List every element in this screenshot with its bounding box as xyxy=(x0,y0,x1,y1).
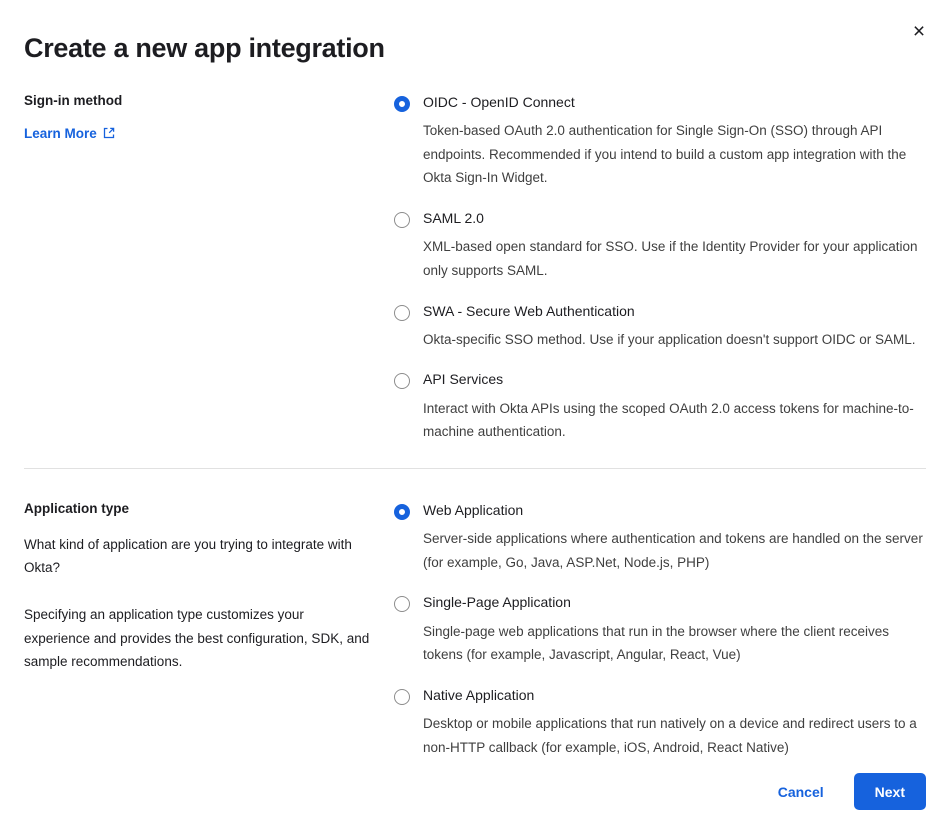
option-description: XML-based open standard for SSO. Use if the Identity Provider for your application only supports SAML. xyxy=(423,239,918,278)
option-api-services[interactable] xyxy=(394,370,926,443)
option-title: SWA - Secure Web Authentication xyxy=(423,302,635,319)
sign-in-method-options xyxy=(394,92,926,444)
option-native-application-body xyxy=(423,686,926,759)
sign-in-method-label: Sign-in method xyxy=(24,93,123,108)
radio-saml[interactable] xyxy=(394,212,410,228)
option-description: Okta-specific SSO method. Use if your application doesn't support OIDC or SAML. xyxy=(423,331,916,347)
option-title: SAML 2.0 xyxy=(423,210,484,227)
option-description: Desktop or mobile applications that run natively on a device and redirect users to a non-HTTP callback (for example, iOS, Android, React Native) xyxy=(423,716,917,755)
next-button[interactable]: Next xyxy=(854,773,926,810)
option-description: Token-based OAuth 2.0 authentication for Single Sign-On (SSO) through API endpoints. Recommended if you intend to build a custom app integration with the Okta Sign-In Widget. xyxy=(423,123,907,186)
radio-swa[interactable] xyxy=(394,305,410,321)
external-link-icon xyxy=(103,127,115,139)
option-title: API Services xyxy=(423,371,504,388)
radio-oidc[interactable] xyxy=(394,96,410,112)
application-type-help-2: Specifying an application type customizes your experience and provides the best configuration, SDK, and sample recommendations. xyxy=(24,607,370,669)
option-api-services-body xyxy=(423,370,926,443)
option-description: Server-side applications where authentication and tokens are handled on the server (for example, Go, Java, ASP.Net, Node.js, PHP) xyxy=(423,531,923,570)
option-title: Native Application xyxy=(423,686,535,703)
page-title: Create a new app integration xyxy=(24,33,385,63)
application-type-help-1: What kind of application are you trying to integrate with Okta? xyxy=(24,536,352,576)
option-description: Interact with Okta APIs using the scoped OAuth 2.0 access tokens for machine-to-machine authentication. xyxy=(423,400,914,440)
radio-web-application[interactable] xyxy=(394,504,410,520)
radio-single-page-application[interactable] xyxy=(394,596,410,612)
option-native-application[interactable] xyxy=(394,686,926,759)
option-title: Single-Page Application xyxy=(423,594,571,611)
option-swa[interactable] xyxy=(394,302,926,352)
option-swa-body xyxy=(423,302,926,352)
option-single-page-application-body xyxy=(423,593,926,666)
option-saml-body xyxy=(423,209,926,282)
application-type-section xyxy=(24,500,926,759)
option-saml[interactable] xyxy=(394,209,926,282)
sign-in-method-left xyxy=(24,92,394,444)
application-type-label: Application type xyxy=(24,501,130,516)
option-title: OIDC - OpenID Connect xyxy=(423,94,575,110)
option-oidc[interactable] xyxy=(394,93,926,190)
option-description: Single-page web applications that run in the browser where the client receives tokens (for example, Javascript, Angular, React, Vue) xyxy=(423,623,890,663)
learn-more-label: Learn More xyxy=(24,125,97,141)
section-divider xyxy=(24,468,926,469)
option-oidc-body xyxy=(423,93,926,190)
cancel-button[interactable]: Cancel xyxy=(758,773,844,810)
close-icon[interactable]: × xyxy=(906,18,932,44)
radio-api-services[interactable] xyxy=(394,373,410,389)
option-title: Web Application xyxy=(423,502,524,518)
learn-more-link[interactable] xyxy=(24,126,115,141)
option-web-application-body xyxy=(423,501,926,574)
radio-native-application[interactable] xyxy=(394,689,410,705)
option-single-page-application[interactable] xyxy=(394,593,926,666)
application-type-options xyxy=(394,500,926,759)
dialog-footer xyxy=(24,773,926,810)
option-web-application[interactable] xyxy=(394,501,926,574)
sign-in-method-section xyxy=(24,92,926,444)
application-type-left xyxy=(24,500,394,759)
